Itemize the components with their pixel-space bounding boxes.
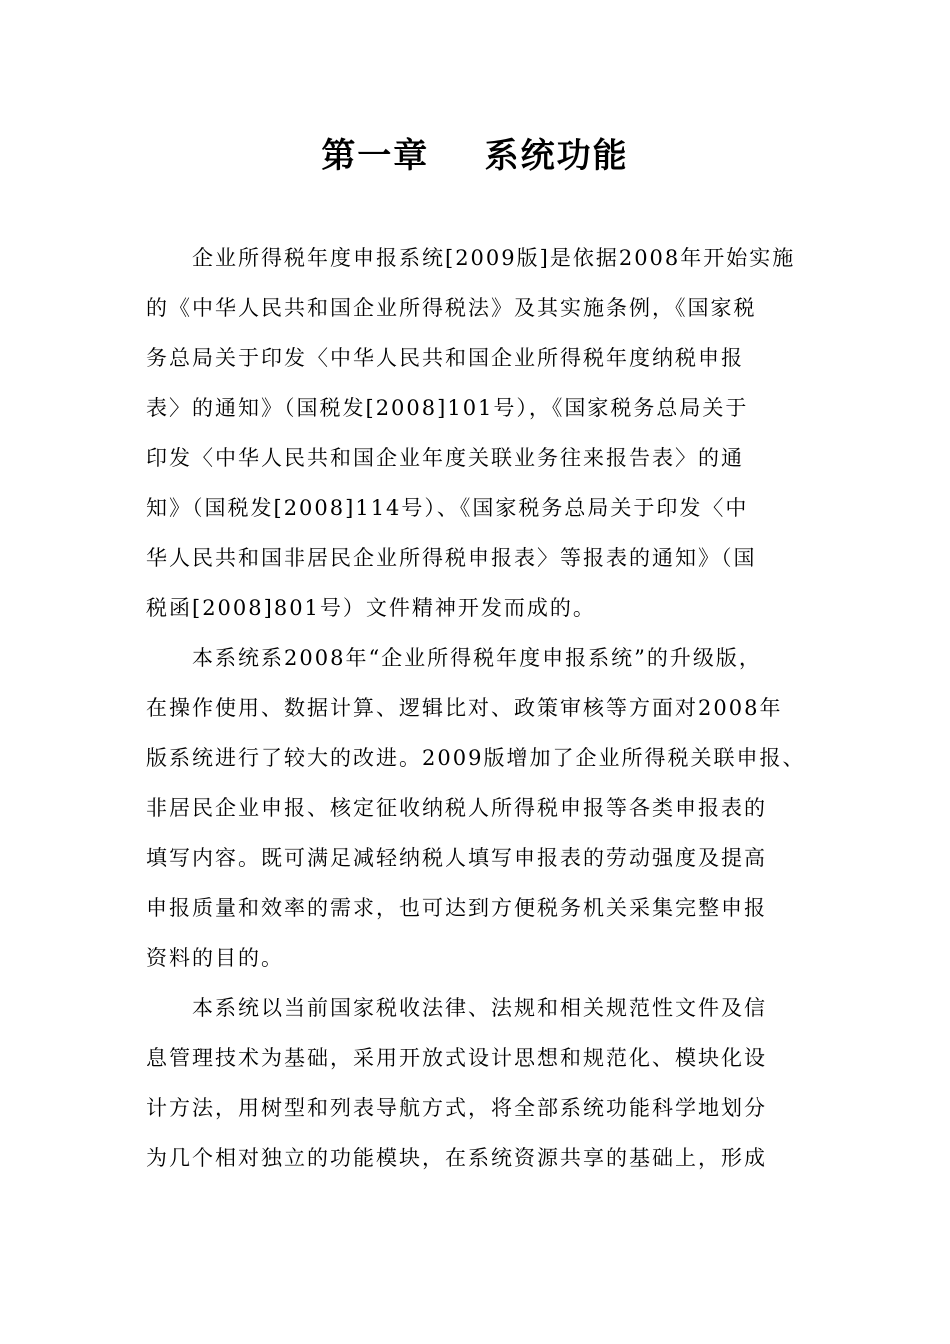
paragraph-line: 本系统系2008年“企业所得税年度申报系统”的升级版，	[192, 646, 762, 670]
body-text	[146, 240, 826, 1190]
paragraph-line: 申报质量和效率的需求，也可达到方便税务机关采集完整申报	[146, 896, 767, 920]
paragraph-line: 的《中华人民共和国企业所得税法》及其实施条例，《国家税	[146, 296, 757, 320]
paragraph-line: 非居民企业申报、核定征收纳税人所得税申报等各类申报表的	[146, 796, 767, 820]
paragraph-line: 知》（国税发[2008]114号）、《国家税务总局关于印发〈中	[146, 496, 749, 520]
paragraph-line: 在操作使用、数据计算、逻辑比对、政策审核等方面对2008年	[146, 696, 783, 720]
paragraph-line: 息管理技术为基础，采用开放式设计思想和规范化、模块化设	[146, 1046, 767, 1070]
paragraph-line: 为几个相对独立的功能模块，在系统资源共享的基础上，形成	[146, 1146, 767, 1170]
paragraph-line: 资料的目的。	[146, 946, 284, 970]
paragraph-line: 企业所得税年度申报系统[2009版]是依据2008年开始实施	[192, 246, 796, 270]
paragraph-line: 填写内容。既可满足减轻纳税人填写申报表的劳动强度及提高	[146, 846, 767, 870]
paragraph-line: 表〉的通知》（国税发[2008]101号），《国家税务总局关于	[146, 396, 749, 420]
paragraph-line: 务总局关于印发〈中华人民共和国企业所得税年度纳税申报	[146, 346, 744, 370]
paragraph-line: 本系统以当前国家税收法律、法规和相关规范性文件及信	[192, 996, 767, 1020]
paragraph-line: 版系统进行了较大的改进。2009版增加了企业所得税关联申报、	[146, 746, 806, 770]
paragraph-line: 税函[2008]801号）文件精神开发而成的。	[146, 596, 596, 620]
chapter-title: 第一章 系统功能	[321, 136, 629, 176]
paragraph-line: 华人民共和国非居民企业所得税申报表〉等报表的通知》（国	[146, 546, 757, 570]
paragraph-line: 印发〈中华人民共和国企业年度关联业务往来报告表〉的通	[146, 446, 744, 470]
paragraph-line: 计方法，用树型和列表导航方式，将全部系统功能科学地划分	[146, 1096, 767, 1120]
